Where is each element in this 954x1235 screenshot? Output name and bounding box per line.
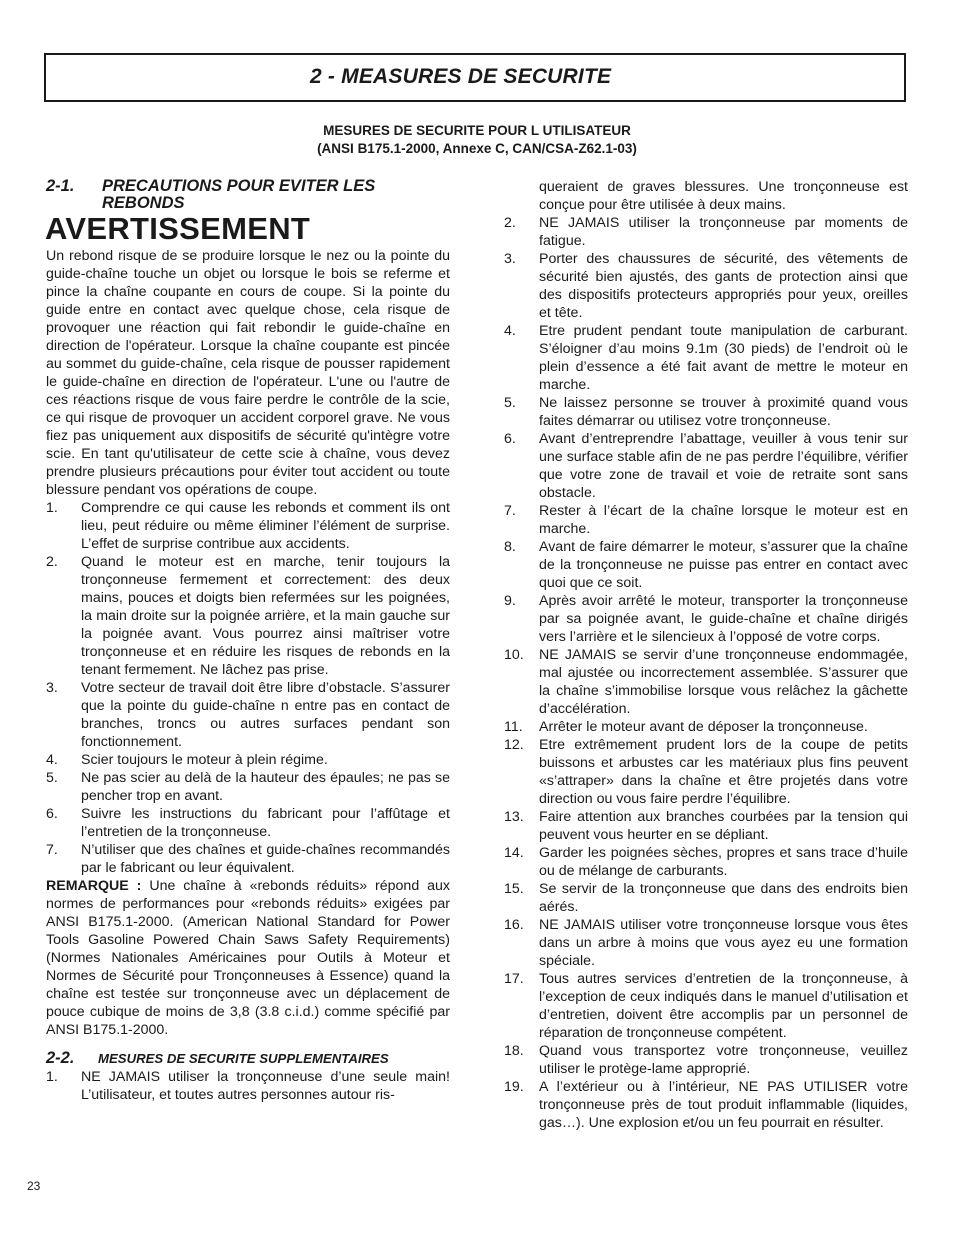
item-text: Scier toujours le moteur à plein régime. bbox=[81, 752, 328, 768]
item-text: Arrêter le moteur avant de déposer la tronçonneuse. bbox=[539, 719, 868, 735]
list-item bbox=[46, 805, 450, 841]
item-text: Porter des chaussures de sécurité, des vêtements de sécurité bien ajustés, des gants de protection ainsi que des dispositifs protecteurs appropriés pour yeux, oreilles et tête. bbox=[539, 251, 908, 321]
item-text: A l’extérieur ou à l’intérieur, NE PAS UTILISER votre tronçonneuse près de tout produit inflammable (liquides, gas…). Une explosion et/ou un feu pourrait en résulter. bbox=[539, 1079, 908, 1131]
list-item bbox=[504, 970, 908, 1042]
item-text: NE JAMAIS utiliser la tronçonneuse par moments de fatigue. bbox=[539, 215, 908, 249]
item-number: 17. bbox=[504, 971, 524, 987]
section-2-number: 2-2. bbox=[46, 1049, 75, 1067]
section-1-number: 2-1. bbox=[46, 177, 75, 195]
section-2-title: MESURES DE SECURITE SUPPLEMENTAIRES bbox=[98, 1051, 389, 1066]
item-text: Ne pas scier au delà de la hauteur des épaules; ne pas se pencher trop en avant. bbox=[81, 770, 450, 804]
item-number: 18. bbox=[504, 1043, 524, 1059]
list-item bbox=[504, 916, 908, 970]
list-item bbox=[504, 844, 908, 880]
section-title-box bbox=[44, 53, 906, 102]
item-number: 12. bbox=[504, 737, 524, 753]
kickback-intro-paragraph: Un rebond risque de se produire lorsque le nez ou la pointe du guide-chaîne touche un objet ou lorsque le bois se referme et pince la chaîne coupante en cours de coupe. Si la pointe du guide entre en contact avec quelque chose, cela risque de provoquer une réaction qui fait rebondir le guide-chaîne en direction de l'opérateur. Lorsque la chaîne coupante est pincée au sommet du guide-chaîne, cela risque de pousser rapidement le guide-chaîne en direction de l'opérateur. L'une ou l'autre de ces réactions risque de vous faire perdre le contrôle de la scie, ce qui risque de provoquer un accident corporel grave. Ne vous fiez pas uniquement aux dispositifs de sécurité qu'intègre votre scie. En tant qu'utilisateur de cette scie à chaîne, vous devez prendre plusieurs précautions pour éviter tout accident ou toute blessure pendant vos opérations de coupe. bbox=[46, 248, 450, 498]
item-number: 14. bbox=[504, 845, 524, 861]
section-1-title-line-1: PRECAUTIONS POUR EVITER LES bbox=[102, 177, 376, 195]
item-number: 16. bbox=[504, 917, 524, 933]
list-item bbox=[46, 679, 450, 751]
list-item bbox=[504, 322, 908, 394]
item-number: 1. bbox=[46, 500, 58, 516]
item-text: N’utiliser que des chaînes et guide-chaînes recommandés par le fabricant ou leur équivalent. bbox=[81, 842, 450, 876]
remark-label: REMARQUE : bbox=[46, 878, 142, 894]
list-item bbox=[46, 769, 450, 805]
list-item bbox=[46, 841, 450, 877]
item-number: 6. bbox=[46, 806, 58, 822]
left-column bbox=[46, 178, 450, 1104]
warning-heading: AVERTISSEMENT bbox=[45, 211, 311, 246]
section-1-title-line-2: REBONDS bbox=[102, 194, 185, 212]
item-text: NE JAMAIS se servir d’une tronçonneuse endommagée, mal ajustée ou incorrectement assemblée. S’assurer que la chaîne s’immobilise lorsque vous relâchez la gâchette d’accélération. bbox=[539, 647, 908, 717]
list-item bbox=[46, 553, 450, 679]
list-item bbox=[46, 499, 450, 553]
item-text: Tous autres services d’entretien de la tronçonneuse, à l’exception de ceux indiqués dans le manuel d’utilisation et d’entretien, doivent être accomplis par un personnel de réparation de tronçonneuse compétent. bbox=[539, 971, 908, 1041]
item-text: Avant d’entreprendre l’abattage, veuiller à vous tenir sur une surface stable afin de ne pas perdre l’équilibre, vérifier que votre zone de travail et voie de retraite sont sans obstacle. bbox=[539, 431, 908, 501]
remark-paragraph bbox=[46, 877, 450, 1039]
subheading-line-1: MESURES DE SECURITE POUR L UTILISATEUR bbox=[323, 123, 631, 138]
item-text: Etre extrêmement prudent lors de la coupe de petits buissons et arbustes car les matériaux plus fins peuvent «s’attraper» dans la chaîne et être projetés dans votre direction ou vous faire perdre l’équilibre. bbox=[539, 737, 908, 807]
item-text: NE JAMAIS utiliser la tronçonneuse d’une seule main! L’utilisateur, et toutes autres personnes autour ris- bbox=[81, 1069, 450, 1103]
item-number: 2. bbox=[504, 215, 516, 231]
item-text: Se servir de la tronçonneuse que dans des endroits bien aérés. bbox=[539, 881, 908, 915]
item-text: Après avoir arrêté le moteur, transporter la tronçonneuse par sa poignée avant, le guide-chaîne et chaîne dirigés vers l’arrière et le silencieux à l’opposé de votre corps. bbox=[539, 593, 908, 645]
item-number: 2. bbox=[46, 554, 58, 570]
kickback-precautions-list bbox=[46, 499, 450, 877]
list-item bbox=[46, 1068, 450, 1104]
item-text: Quand le moteur est en marche, tenir toujours la tronçonneuse fermement et correctement: des deux mains, pouces et doigts bien refermées sur les poignées, la main droite sur la poignée arrière, et la main gauche sur la poignée avant. Vous pourrez ainsi maîtriser votre tronçonneuse et en réduire les risques de rebonds en la tenant fermement. Ne lâchez pas prise. bbox=[81, 554, 450, 678]
item-number: 5. bbox=[46, 770, 58, 786]
item-text: Votre secteur de travail doit être libre d’obstacle. S’assurer que la pointe du guide-chaîne n entre pas en contact de branches, troncs ou autres surfaces pendant son fonctionnement. bbox=[81, 680, 450, 750]
item-number: 6. bbox=[504, 431, 516, 447]
item-number: 9. bbox=[504, 593, 516, 609]
list-item bbox=[504, 1078, 908, 1132]
item-text: Faire attention aux branches courbées par la tension qui peuvent vous heurter en se dépliant. bbox=[539, 809, 908, 843]
item-number: 7. bbox=[504, 503, 516, 519]
section-1-heading bbox=[46, 178, 450, 212]
list-item-continuation bbox=[504, 178, 908, 214]
item-number: 3. bbox=[504, 251, 516, 267]
item-number: 7. bbox=[46, 842, 58, 858]
list-item bbox=[504, 736, 908, 808]
item-number: 11. bbox=[504, 719, 523, 735]
item-text: Quand vous transportez votre tronçonneuse, veuillez utiliser le protège-lame approprié. bbox=[539, 1043, 908, 1077]
remark-text: Une chaîne à «rebonds réduits» répond aux normes de performances pour «rebonds réduits» exigées par ANSI B175.1-2000. (American National Standard for Power Tools Gasoline Powered Chain Saws Safety Requirements) (Normes Nationales Américaines pour Outils à Moteur et Normes de Sécurité pour Tronçonneuses à Essence) quand la chaîne est testée sur tronçonneuse avec un déplacement de pouce cubique de moins de 3,8 (3.8 c.i.d.) comme spécifié par ANSI B175.1-2000. bbox=[46, 878, 450, 1038]
item-number: 8. bbox=[504, 539, 516, 555]
item-number: 4. bbox=[504, 323, 516, 339]
item-number: 1. bbox=[46, 1069, 58, 1085]
additional-measures-list-start bbox=[46, 1068, 450, 1104]
list-item bbox=[46, 751, 450, 769]
section-2-heading bbox=[46, 1049, 450, 1068]
list-item bbox=[504, 538, 908, 592]
item-number: 5. bbox=[504, 395, 516, 411]
item-text: Suivre les instructions du fabricant pour l’affûtage et l’entretien de la tronçonneuse. bbox=[81, 806, 450, 840]
item-text: Garder les poignées sèches, propres et sans trace d’huile ou de mélange de carburants. bbox=[539, 845, 908, 879]
list-item bbox=[504, 880, 908, 916]
page-title: 2 - MEASURES DE SECURITE bbox=[310, 65, 612, 88]
list-item bbox=[504, 718, 908, 736]
item-number: 10. bbox=[504, 647, 524, 663]
list-item bbox=[504, 808, 908, 844]
list-item bbox=[504, 250, 908, 322]
item-text: Etre prudent pendant toute manipulation de carburant. S’éloigner d’au moins 9.1m (30 pieds) de l’endroit où le plein d’essence a été fait avant de mettre le moteur en marche. bbox=[539, 323, 908, 393]
item-text: Ne laissez personne se trouver à proximité quand vous faites démarrar ou utilisez votre tronçonneuse. bbox=[539, 395, 908, 429]
item-number: 4. bbox=[46, 752, 58, 768]
list-item bbox=[504, 646, 908, 718]
additional-measures-list bbox=[504, 178, 908, 1132]
item-text: Rester à l’écart de la chaîne lorsque le moteur est en marche. bbox=[539, 503, 908, 537]
item-number: 13. bbox=[504, 809, 524, 825]
subheading-line-2: (ANSI B175.1-2000, Annexe C, CAN/CSA-Z62.1-03) bbox=[317, 141, 637, 156]
list-item bbox=[504, 394, 908, 430]
item-text: NE JAMAIS utiliser votre tronçonneuse lorsque vous êtes dans un arbre à moins que vous ayez eu une formation spéciale. bbox=[539, 917, 908, 969]
item-number: 19. bbox=[504, 1079, 524, 1095]
list-item bbox=[504, 592, 908, 646]
list-item bbox=[504, 430, 908, 502]
list-item bbox=[504, 502, 908, 538]
item-text: Comprendre ce qui cause les rebonds et comment ils ont lieu, peut réduire ou même éliminer l’élément de surprise. L’effet de surprise contribue aux accidents. bbox=[81, 500, 450, 552]
item-number: 15. bbox=[504, 881, 524, 897]
item-text: Avant de faire démarrer le moteur, s’assurer que la chaîne de la tronçonneuse ne puisse pas entrer en contact avec quoi que ce soit. bbox=[539, 539, 908, 591]
item-text: queraient de graves blessures. Une tronçonneuse est conçue pour être utilisée à deux mains. bbox=[539, 179, 908, 213]
page-number: 23 bbox=[27, 1179, 41, 1193]
item-number: 3. bbox=[46, 680, 58, 696]
list-item bbox=[504, 1042, 908, 1078]
right-column bbox=[504, 178, 908, 1132]
list-item bbox=[504, 214, 908, 250]
